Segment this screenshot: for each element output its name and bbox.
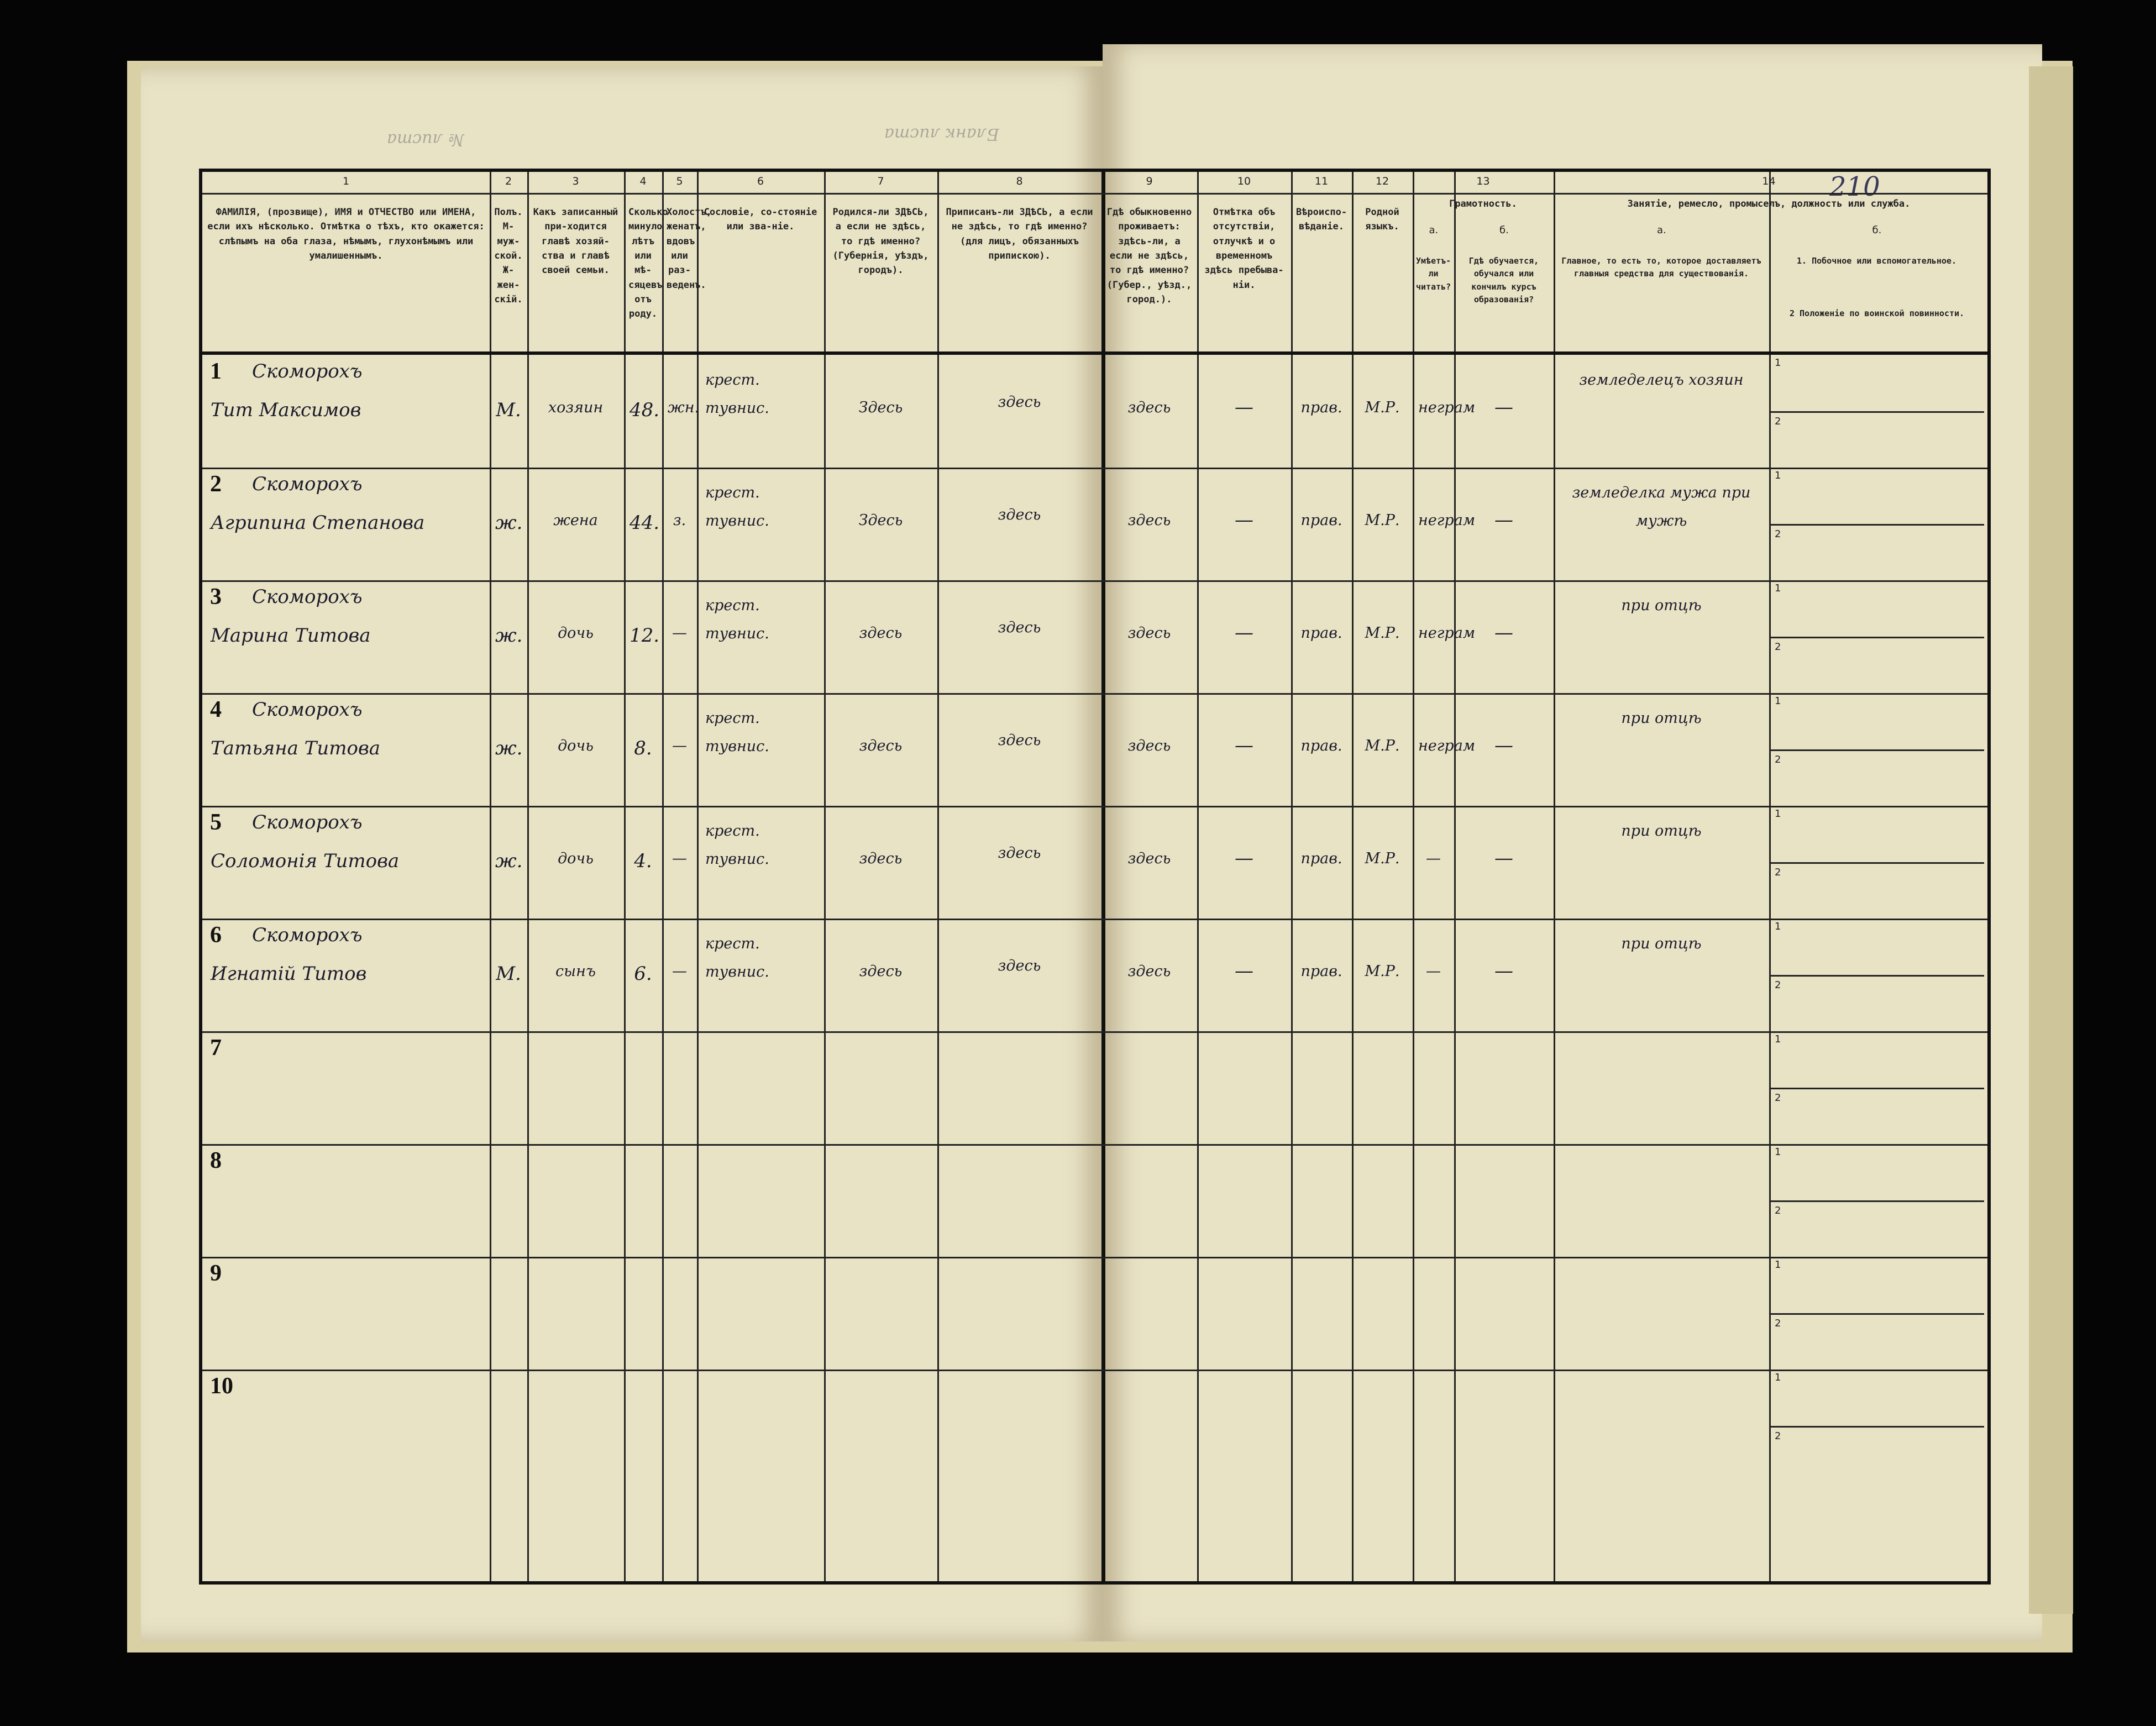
handwritten-sex: М.: [496, 963, 521, 985]
column-header: Родной языкъ.: [1365, 207, 1399, 233]
row-number: 7: [210, 1035, 222, 1061]
column-header: Гдѣ обыкновенно проживаетъ: здѣсь-ли, а если не здѣсь, то гдѣ именно? (Губер., уѣзд., город.).: [1106, 207, 1192, 306]
column-number: 11: [1314, 175, 1329, 187]
aux-number: 1: [1775, 1259, 1781, 1271]
sub-header-letter: а.: [1429, 224, 1439, 236]
row-divider: [202, 1031, 1987, 1033]
column-number: 1: [342, 175, 350, 187]
column-number: 8: [1016, 175, 1023, 187]
sub-header-letter: б.: [1872, 224, 1882, 236]
handwritten-born: здесь: [859, 963, 903, 980]
handwritten-sex: М.: [496, 399, 521, 421]
handwritten-age: 12.: [630, 625, 660, 647]
column-number: 5: [676, 175, 683, 187]
handwritten-resides: здесь: [1127, 625, 1171, 642]
sub-header: 1. Побочное или вспомогательное.: [1797, 256, 1956, 266]
handwritten-occupation: земледелка мужа при мужѣ: [1572, 484, 1751, 530]
handwritten-marital: —: [672, 737, 687, 754]
handwritten-marital: жн.: [668, 399, 700, 416]
sub-header: Главное, то есть то, которое доставляетъ главныя средства для существованія.: [1561, 256, 1761, 279]
handwritten-estate: крест. тувнис.: [705, 484, 769, 530]
row-number: 5: [210, 810, 222, 835]
column-number: 7: [877, 175, 884, 187]
column-number: 12: [1375, 175, 1389, 187]
aux-number: 1: [1775, 921, 1781, 932]
column-header: Холостъ, женатъ, вдовъ или раз-веденъ.: [667, 207, 712, 291]
aux-split: [1769, 1426, 1984, 1428]
faded-stamp-mid: Бланк листа: [884, 124, 999, 144]
column-number: 14: [1762, 175, 1776, 187]
row-number: 6: [210, 922, 222, 948]
handwritten-literate: неграм: [1418, 625, 1476, 642]
handwritten-language: М.Р.: [1365, 625, 1400, 642]
row-divider: [202, 1257, 1987, 1258]
column-header: ФАМИЛІЯ, (прозвище), ИМЯ и ОТЧЕСТВО или ИМЕНА, если ихъ нѣсколько. Отмѣтка о тѣхъ, кто окажется: слѣпымъ на оба глаза, нѣмымъ, глухонѣмымъ или умалишеннымъ.: [207, 207, 485, 262]
aux-number: 1: [1775, 357, 1781, 369]
handwritten-literate: —: [1426, 963, 1441, 980]
handwritten-marital: —: [672, 963, 687, 980]
handwritten-sex: ж.: [495, 850, 523, 872]
row-divider: [202, 1144, 1987, 1146]
handwritten-language: М.Р.: [1365, 963, 1400, 980]
aux-split: [1769, 1088, 1984, 1089]
handwritten-estate: крест. тувнис.: [705, 822, 769, 868]
handwritten-age: 4.: [634, 850, 652, 872]
aux-number: 2: [1775, 1205, 1781, 1216]
column-header: Отмѣтка объ отсутствіи, отлучкѣ и о временномъ здѣсь пребыва-ніи.: [1204, 207, 1284, 291]
handwritten-education: —: [1494, 509, 1513, 531]
handwritten-given: Агрипина Степанова: [211, 512, 425, 534]
aux-split: [1769, 524, 1984, 526]
row-number: 3: [210, 584, 222, 610]
aux-split: [1769, 1200, 1984, 1202]
handwritten-resides: здесь: [1127, 399, 1171, 416]
handwritten-education: —: [1494, 735, 1513, 757]
aux-number: 2: [1775, 416, 1781, 427]
handwritten-surname: Скоморохъ: [252, 473, 363, 495]
handwritten-sex: ж.: [495, 625, 523, 647]
column-header: Занятіе, ремесло, промыселъ, должность или служба.: [1627, 198, 1911, 209]
handwritten-resides: здесь: [1127, 850, 1171, 867]
handwritten-absence: —: [1235, 847, 1253, 869]
aux-number: 1: [1775, 1033, 1781, 1045]
handwritten-given: Тит Максимов: [211, 399, 361, 421]
handwritten-literate: неграм: [1418, 737, 1476, 754]
aux-split: [1769, 975, 1984, 977]
handwritten-occupation: при отцѣ: [1621, 710, 1702, 727]
row-number: 8: [210, 1148, 222, 1173]
handwritten-language: М.Р.: [1365, 512, 1400, 529]
handwritten-literate: —: [1426, 850, 1441, 867]
handwritten-surname: Скоморохъ: [252, 924, 363, 946]
handwritten-registered: здесь: [998, 957, 1041, 974]
handwritten-registered: здесь: [998, 394, 1041, 411]
row-divider: [202, 919, 1987, 920]
handwritten-resides: здесь: [1127, 512, 1171, 529]
row-number: 10: [210, 1373, 233, 1399]
handwritten-given: Татьяна Титова: [211, 737, 381, 759]
handwritten-age: 48.: [630, 399, 660, 421]
aux-number: 2: [1775, 1318, 1781, 1329]
aux-split: [1769, 1313, 1984, 1315]
aux-number: 1: [1775, 470, 1781, 481]
row-divider: [202, 468, 1987, 469]
aux-number: 1: [1775, 1146, 1781, 1158]
aux-number: 1: [1775, 583, 1781, 594]
page-number: 210: [1829, 171, 1880, 202]
header-number-line: [202, 193, 1987, 195]
handwritten-religion: прав.: [1300, 963, 1342, 980]
handwritten-marital: —: [672, 850, 687, 867]
handwritten-language: М.Р.: [1365, 399, 1400, 416]
handwritten-relation: сынъ: [555, 963, 596, 980]
aux-number: 1: [1775, 695, 1781, 707]
handwritten-education: —: [1494, 622, 1513, 644]
handwritten-resides: здесь: [1127, 737, 1171, 754]
column-number: 13: [1476, 175, 1490, 187]
handwritten-resides: здесь: [1127, 963, 1171, 980]
column-number: 3: [572, 175, 579, 187]
handwritten-education: —: [1494, 847, 1513, 869]
handwritten-religion: прав.: [1300, 737, 1342, 754]
aux-number: 2: [1775, 867, 1781, 878]
handwritten-occupation: при отцѣ: [1621, 822, 1702, 840]
column-header: Родился-ли ЗДѢСЬ, а если не здѣсь, то гдѣ именно? (Губернія, уѣздъ, городъ).: [832, 207, 929, 276]
row-divider: [202, 1370, 1987, 1371]
aux-number: 2: [1775, 1430, 1781, 1442]
handwritten-born: Здесь: [858, 399, 903, 416]
handwritten-relation: дочь: [558, 850, 594, 867]
handwritten-relation: жена: [553, 512, 598, 529]
aux-number: 2: [1775, 754, 1781, 765]
handwritten-registered: здесь: [998, 732, 1041, 749]
handwritten-registered: здесь: [998, 844, 1041, 862]
sub-header: Гдѣ обучается, обучался или кончилъ курсъ образованія?: [1468, 256, 1539, 305]
column-header: Полъ. М-муж-ской. Ж-жен-скій.: [494, 207, 523, 306]
handwritten-estate: крест. тувнис.: [705, 597, 769, 643]
row-number: 1: [210, 359, 222, 384]
column-number: 6: [757, 175, 764, 187]
handwritten-religion: прав.: [1300, 399, 1342, 416]
handwritten-education: —: [1494, 960, 1513, 982]
handwritten-age: 8.: [634, 737, 652, 759]
aux-number: 2: [1775, 979, 1781, 991]
handwritten-born: Здесь: [858, 512, 903, 529]
handwritten-sex: ж.: [495, 512, 523, 534]
aux-number: 2: [1775, 641, 1781, 653]
handwritten-education: —: [1494, 396, 1513, 418]
aux-split: [1769, 411, 1984, 413]
row-divider: [202, 580, 1987, 582]
handwritten-language: М.Р.: [1365, 850, 1400, 867]
handwritten-literate: неграм: [1418, 512, 1476, 529]
handwritten-surname: Скоморохъ: [252, 699, 363, 721]
sub-header-letter: а.: [1657, 224, 1666, 236]
sub-header-letter: б.: [1499, 224, 1509, 236]
handwritten-absence: —: [1235, 735, 1253, 757]
handwritten-relation: дочь: [558, 737, 594, 754]
row-divider: [202, 806, 1987, 807]
column-number: 4: [639, 175, 647, 187]
aux-split: [1769, 749, 1984, 751]
row-number: 4: [210, 697, 222, 722]
aux-split: [1769, 862, 1984, 864]
handwritten-given: Игнатій Титов: [211, 963, 367, 985]
sub-header: Умѣетъ-ли читать?: [1416, 256, 1451, 292]
handwritten-absence: —: [1235, 396, 1253, 418]
page-edges: [2029, 66, 2073, 1614]
handwritten-age: 44.: [630, 512, 660, 534]
handwritten-given: Соломонія Титова: [211, 850, 400, 872]
handwritten-occupation: при отцѣ: [1621, 597, 1702, 614]
row-number: 9: [210, 1261, 222, 1286]
row-divider: [202, 693, 1987, 695]
handwritten-born: здесь: [859, 625, 903, 642]
column-header: Вѣроиспо-вѣданіе.: [1295, 207, 1347, 233]
column-number: 10: [1237, 175, 1251, 187]
column-header: Приписанъ-ли ЗДѢСЬ, а если не здѣсь, то гдѣ именно? (для лицъ, обязанныхъ припискою).: [946, 207, 1093, 262]
header-bottom-line: [202, 352, 1987, 355]
column-number: 9: [1146, 175, 1153, 187]
handwritten-sex: ж.: [495, 737, 523, 759]
column-header: Грамотность.: [1449, 198, 1517, 209]
handwritten-estate: крест. тувнис.: [705, 935, 769, 981]
aux-number: 2: [1775, 528, 1781, 540]
handwritten-marital: —: [672, 625, 687, 642]
handwritten-age: 6.: [634, 963, 652, 985]
handwritten-surname: Скоморохъ: [252, 811, 363, 833]
handwritten-given: Марина Титова: [211, 625, 371, 647]
sub-header: 2 Положеніе по воинской повинности.: [1789, 308, 1965, 318]
handwritten-marital: з.: [673, 512, 686, 529]
handwritten-born: здесь: [859, 850, 903, 867]
handwritten-surname: Скоморохъ: [252, 586, 363, 608]
handwritten-religion: прав.: [1300, 625, 1342, 642]
aux-number: 2: [1775, 1092, 1781, 1104]
aux-number: 1: [1775, 808, 1781, 820]
handwritten-registered: здесь: [998, 506, 1041, 523]
column-header: Сколько минуло лѣтъ или мѣ-сяцевъ отъ роду.: [628, 207, 668, 320]
aux-number: 1: [1775, 1372, 1781, 1383]
column-header: Какъ записанный при-ходится главѣ хозяй-ства и главѣ своей семьи.: [533, 207, 618, 276]
handwritten-occupation: земледелецъ хозяин: [1579, 371, 1744, 389]
handwritten-relation: дочь: [558, 625, 594, 642]
column-header: Сословіе, со-стояніе или зва-ніе.: [704, 207, 817, 233]
aux-split: [1769, 637, 1984, 638]
handwritten-relation: хозяин: [548, 399, 604, 416]
handwritten-surname: Скоморохъ: [252, 360, 363, 382]
handwritten-absence: —: [1235, 509, 1253, 531]
handwritten-absence: —: [1235, 622, 1253, 644]
faded-stamp: № листа: [387, 130, 464, 149]
handwritten-literate: неграм: [1418, 399, 1476, 416]
handwritten-occupation: при отцѣ: [1621, 935, 1702, 952]
handwritten-language: М.Р.: [1365, 737, 1400, 754]
handwritten-religion: прав.: [1300, 850, 1342, 867]
handwritten-absence: —: [1235, 960, 1253, 982]
row-number: 2: [210, 471, 222, 497]
handwritten-estate: крест. тувнис.: [705, 710, 769, 756]
handwritten-religion: прав.: [1300, 512, 1342, 529]
handwritten-estate: крест. тувнис.: [705, 371, 769, 417]
handwritten-born: здесь: [859, 737, 903, 754]
handwritten-registered: здесь: [998, 619, 1041, 636]
column-number: 2: [505, 175, 512, 187]
